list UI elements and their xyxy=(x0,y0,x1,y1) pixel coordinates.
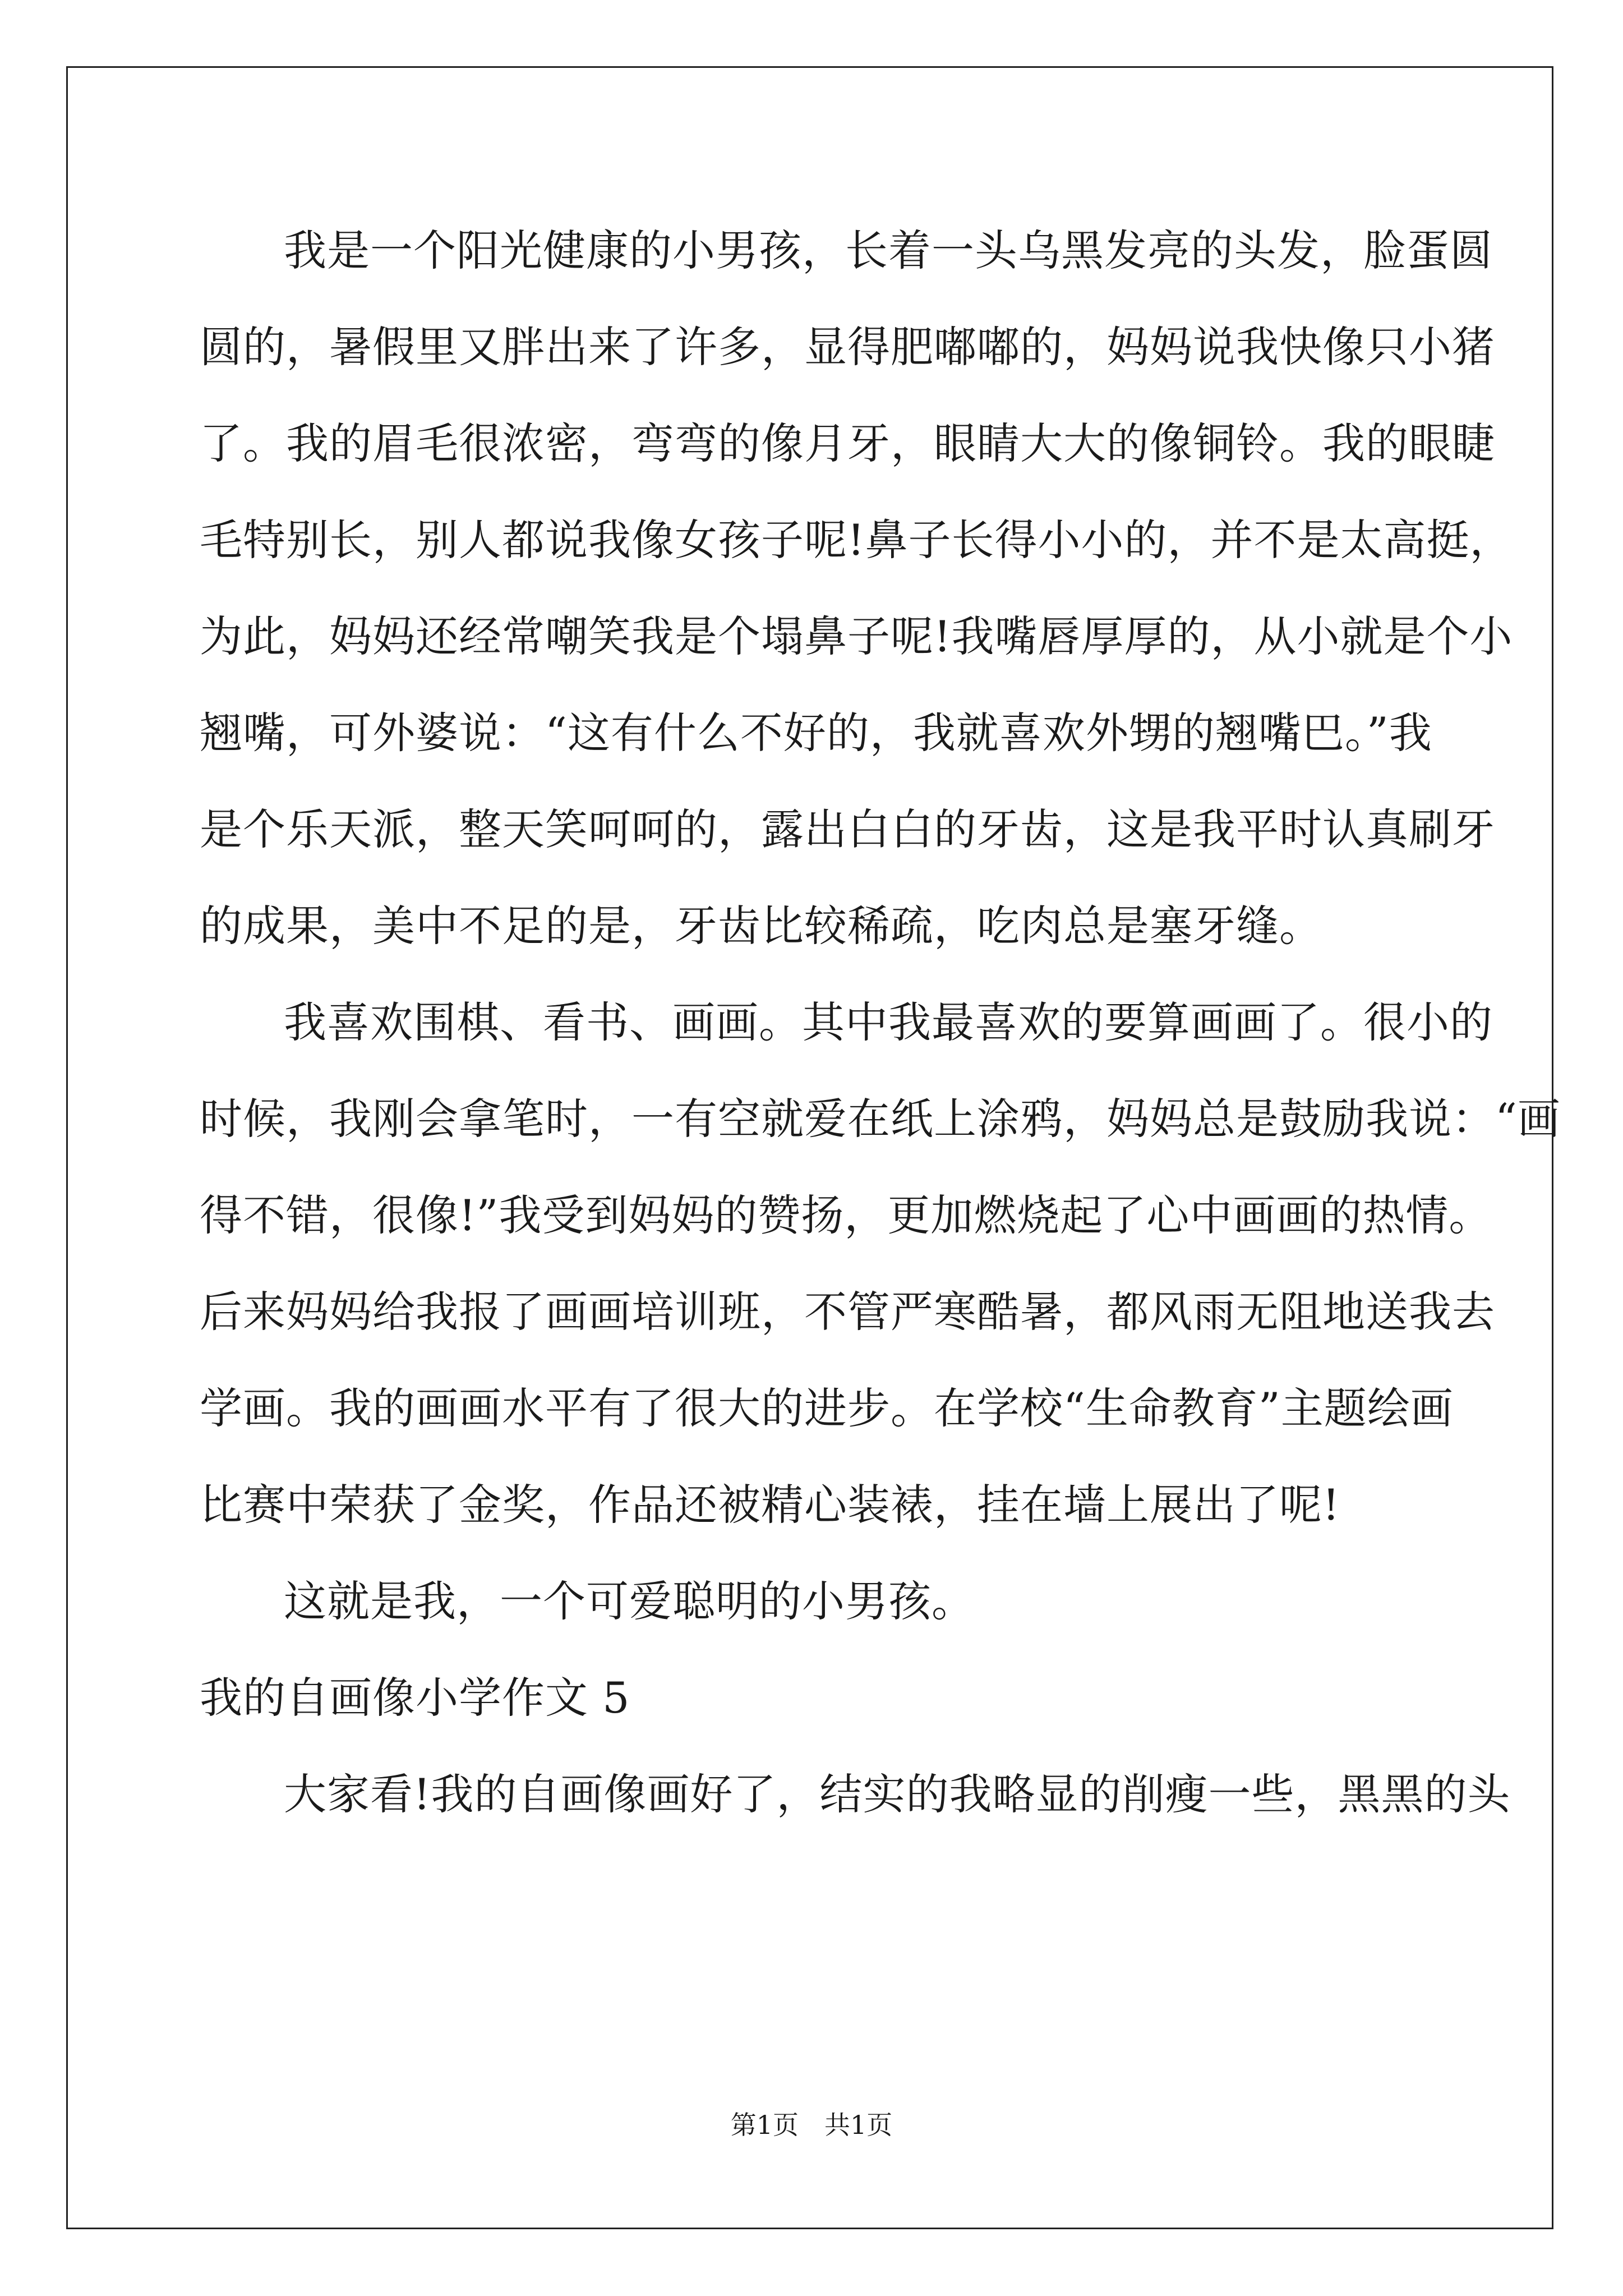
paragraph-line: 我是一个阳光健康的小男孩，长着一头乌黑发亮的头发，脸蛋圆 xyxy=(284,226,1493,275)
paragraph-line: 时候，我刚会拿笔时，一有空就爱在纸上涂鸦，妈妈总是鼓励我说：“画 xyxy=(200,1094,1561,1144)
section-heading: 我的自画像小学作文 5 xyxy=(200,1673,630,1723)
page-footer: 第1页 共1页 xyxy=(730,2110,893,2140)
paragraph-line: 毛特别长，别人都说我像女孩子呢!鼻子长得小小的，并不是太高挺， xyxy=(200,515,1513,565)
paragraph-line: 比赛中荣获了金奖，作品还被精心装裱，挂在墙上展出了呢! xyxy=(200,1480,1340,1530)
paragraph-line: 学画。我的画画水平有了很大的进步。在学校“生命教育”主题绘画 xyxy=(200,1383,1454,1433)
paragraph-line: 翘嘴，可外婆说：“这有什么不好的，我就喜欢外甥的翘嘴巴。”我 xyxy=(200,708,1432,758)
paragraph-line: 是个乐天派，整天笑呵呵的，露出白白的牙齿，这是我平时认真刷牙 xyxy=(200,804,1495,854)
paragraph-line: 为此，妈妈还经常嘲笑我是个塌鼻子呢!我嘴唇厚厚的，从小就是个小 xyxy=(200,611,1513,661)
paragraph-line: 得不错，很像!”我受到妈妈的赞扬，更加燃烧起了心中画画的热情。 xyxy=(200,1190,1492,1240)
paragraph-line: 大家看!我的自画像画好了，结实的我略显的削瘦一些，黑黑的头 xyxy=(284,1769,1511,1819)
paragraph-line: 了。我的眉毛很浓密，弯弯的像月牙，眼睛大大的像铜铃。我的眼睫 xyxy=(200,418,1495,468)
paragraph-line: 后来妈妈给我报了画画培训班，不管严寒酷暑，都风雨无阻地送我去 xyxy=(200,1287,1495,1337)
document-body xyxy=(200,213,1561,1853)
paragraph-line: 的成果，美中不足的是，牙齿比较稀疏，吃肉总是塞牙缝。 xyxy=(200,901,1322,951)
paragraph-line: 圆的，暑假里又胖出来了许多，显得肥嘟嘟的，妈妈说我快像只小猪 xyxy=(200,322,1495,372)
paragraph-line: 这就是我，一个可爱聪明的小男孩。 xyxy=(284,1576,975,1626)
paragraph-line: 我喜欢围棋、看书、画画。其中我最喜欢的要算画画了。很小的 xyxy=(284,997,1493,1047)
